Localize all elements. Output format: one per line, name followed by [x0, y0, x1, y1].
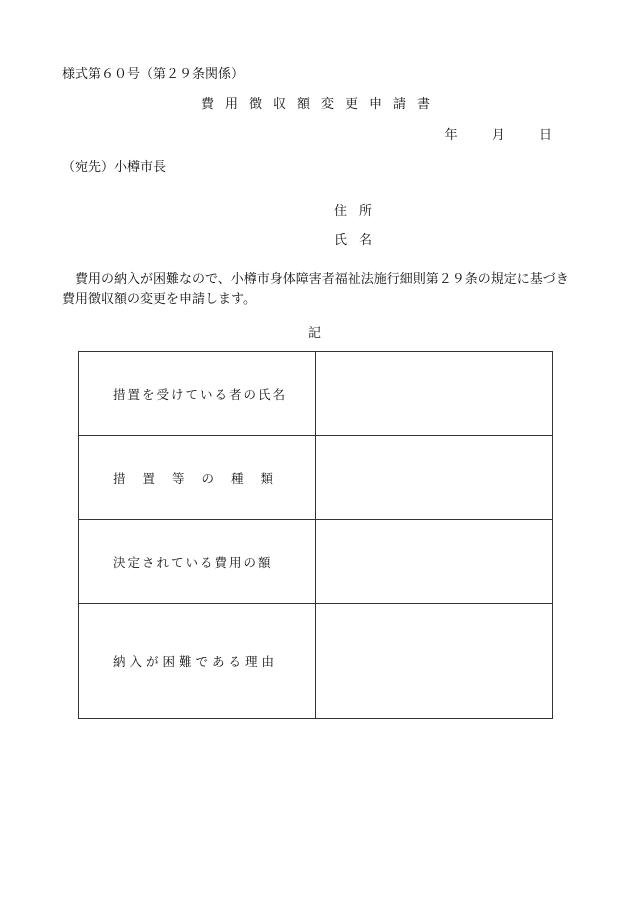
row-label-subject-name: 措置を受けている者の氏名	[79, 352, 316, 436]
addressee: （宛先）小樽市長	[62, 160, 167, 175]
ki-label: 記	[308, 326, 322, 341]
date-year-label: 年	[444, 128, 458, 143]
table-row	[79, 436, 553, 520]
row-label-decided-fee: 決定されている費用の額	[79, 520, 316, 604]
table-row	[79, 604, 553, 719]
form-number: 様式第６０号（第２９条関係）	[62, 67, 245, 82]
applicant-address-label: 住所	[334, 204, 385, 219]
row-value-subject-name[interactable]	[316, 352, 553, 436]
row-value-measure-type[interactable]	[316, 436, 553, 520]
row-value-hardship-reason[interactable]	[316, 604, 553, 719]
record-table	[78, 351, 553, 719]
date-line	[415, 124, 552, 143]
document-title: 費用徴収額変更申請書	[200, 97, 441, 112]
body-text: 費用の納入が困難なので、小樽市身体障害者福祉法施行細則第２９条の規定に基づき費用徴収額の変更を申請します。	[62, 272, 569, 307]
row-label-measure-type: 措置等の種類	[79, 436, 316, 520]
date-month-label: 月	[491, 128, 505, 143]
table-row	[79, 520, 553, 604]
row-label-hardship-reason: 納入が困難である理由	[79, 604, 316, 719]
table-row	[79, 352, 553, 436]
applicant-name-label: 氏名	[334, 233, 385, 248]
date-day-label: 日	[538, 128, 552, 143]
row-value-decided-fee[interactable]	[316, 520, 553, 604]
